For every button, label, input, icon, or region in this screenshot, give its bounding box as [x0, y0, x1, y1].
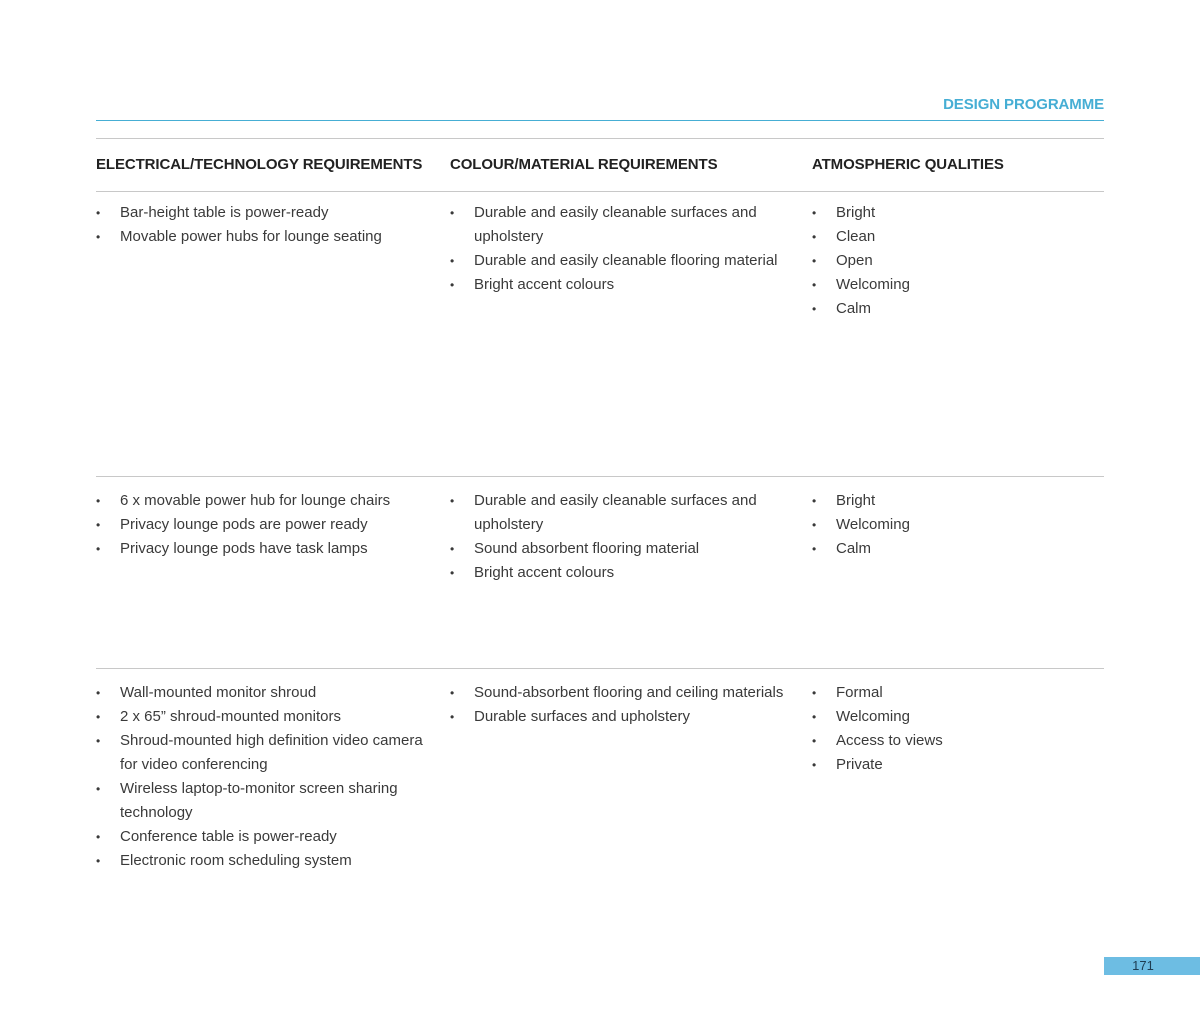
bullet-list [812, 489, 1104, 561]
section-title: DESIGN PROGRAMME [943, 96, 1104, 113]
row-2-atmosphere-cell [812, 489, 1104, 561]
bullet-icon: • [812, 278, 817, 292]
list-item-text: Privacy lounge pods have task lamps [120, 540, 368, 557]
bullet-icon: • [96, 518, 101, 532]
list-item-text: Privacy lounge pods are power ready [120, 516, 368, 533]
list-item-text: Bright accent colours [474, 276, 615, 293]
list-item-text: Movable power hubs for lounge seating [120, 228, 382, 245]
bullet-icon: • [96, 230, 101, 244]
row-3-colour-cell [450, 681, 790, 729]
bullet-icon: • [96, 542, 101, 556]
bullet-icon: • [812, 686, 817, 700]
list-item-text: Durable and easily cleanable surfaces and upholstery [474, 204, 757, 245]
list-item-text: Bar-height table is power-ready [120, 204, 329, 221]
bullet-icon: • [812, 230, 817, 244]
list-item [96, 777, 426, 825]
column-header-electrical: ELECTRICAL/TECHNOLOGY REQUIREMENTS [96, 156, 423, 173]
bullet-icon: • [450, 710, 455, 724]
list-item [96, 537, 436, 561]
bullet-list [96, 201, 436, 249]
list-item-text: Wall-mounted monitor shroud [120, 684, 317, 701]
bullet-list [450, 201, 790, 297]
list-item [812, 513, 1104, 537]
list-item-text: Bright [836, 492, 876, 509]
bullet-icon: • [450, 566, 455, 580]
list-item-text: Electronic room scheduling system [120, 852, 352, 869]
bullet-icon: • [812, 518, 817, 532]
bullet-icon: • [812, 758, 817, 772]
bullet-icon: • [812, 302, 817, 316]
list-item-text: Shroud-mounted high definition video camera for video conferencing [120, 732, 423, 773]
list-item [450, 561, 790, 585]
row-2-electrical-cell [96, 489, 436, 561]
list-item-text: Durable and easily cleanable surfaces and upholstery [474, 492, 757, 533]
list-item-text: Welcoming [836, 276, 910, 293]
list-item [812, 705, 1104, 729]
list-item-text: Sound-absorbent flooring and ceiling materials [474, 684, 784, 701]
list-item [450, 705, 790, 729]
list-item-text: Bright accent colours [474, 564, 615, 581]
bullet-icon: • [450, 494, 455, 508]
list-item [450, 537, 790, 561]
list-item-text: Durable and easily cleanable flooring material [474, 252, 778, 269]
list-item-text: 6 x movable power hub for lounge chairs [120, 492, 391, 509]
list-item [450, 681, 790, 705]
bullet-icon: • [450, 542, 455, 556]
list-item [812, 729, 1104, 753]
list-item-text: Welcoming [836, 708, 910, 725]
row-divider [96, 476, 1104, 477]
bullet-list [96, 489, 436, 561]
bullet-icon: • [812, 734, 817, 748]
list-item-text: Welcoming [836, 516, 910, 533]
list-item [96, 849, 426, 873]
row-3-electrical-cell [96, 681, 426, 873]
list-item-text: Clean [836, 228, 876, 245]
bullet-list [96, 681, 426, 873]
bullet-icon: • [812, 206, 817, 220]
bullet-icon: • [812, 542, 817, 556]
bullet-icon: • [450, 254, 455, 268]
list-item [96, 513, 436, 537]
column-header-colour: COLOUR/MATERIAL REQUIREMENTS [450, 156, 718, 173]
list-item-text: Wireless laptop-to-monitor screen sharing technology [120, 780, 398, 821]
row-1-atmosphere-cell [812, 201, 1104, 321]
list-item [812, 537, 1104, 561]
bullet-icon: • [450, 278, 455, 292]
list-item-text: Open [836, 252, 873, 269]
list-item [812, 249, 1104, 273]
list-item [812, 201, 1104, 225]
list-item-text: Durable surfaces and upholstery [474, 708, 690, 725]
list-item-text: Bright [836, 204, 876, 221]
bullet-icon: • [812, 494, 817, 508]
list-item-text: Private [836, 756, 883, 773]
bullet-icon: • [96, 686, 101, 700]
list-item [450, 249, 790, 273]
bullet-icon: • [96, 494, 101, 508]
list-item [812, 681, 1104, 705]
list-item [812, 273, 1104, 297]
header-rule [96, 120, 1104, 121]
header-bottom-rule [96, 191, 1104, 192]
list-item-text: Conference table is power-ready [120, 828, 337, 845]
bullet-list [450, 681, 790, 729]
table-top-rule [96, 138, 1104, 139]
row-1-electrical-cell [96, 201, 436, 249]
list-item [96, 489, 436, 513]
row-divider [96, 668, 1104, 669]
bullet-list [450, 489, 790, 585]
list-item [96, 225, 436, 249]
bullet-list [812, 681, 1104, 777]
list-item [812, 297, 1104, 321]
list-item [812, 489, 1104, 513]
row-3-atmosphere-cell [812, 681, 1104, 777]
list-item-text: Formal [836, 684, 883, 701]
row-1-colour-cell [450, 201, 790, 297]
row-2-colour-cell [450, 489, 790, 585]
page-number: 171 [1132, 958, 1154, 973]
bullet-icon: • [450, 686, 455, 700]
bullet-icon: • [812, 254, 817, 268]
list-item [96, 705, 426, 729]
list-item [450, 489, 790, 537]
bullet-icon: • [812, 710, 817, 724]
bullet-icon: • [96, 734, 101, 748]
bullet-list [812, 201, 1104, 321]
list-item [96, 201, 436, 225]
bullet-icon: • [96, 710, 101, 724]
column-header-atmosphere: ATMOSPHERIC QUALITIES [812, 156, 1004, 173]
list-item [96, 729, 426, 777]
list-item [96, 681, 426, 705]
list-item [450, 273, 790, 297]
list-item-text: Access to views [836, 732, 943, 749]
bullet-icon: • [96, 782, 101, 796]
list-item-text: Sound absorbent flooring material [474, 540, 700, 557]
list-item-text: 2 x 65” shroud-mounted monitors [120, 708, 341, 725]
bullet-icon: • [96, 854, 101, 868]
list-item-text: Calm [836, 300, 872, 317]
list-item [450, 201, 790, 249]
list-item [812, 225, 1104, 249]
list-item [96, 825, 426, 849]
list-item-text: Calm [836, 540, 872, 557]
list-item [812, 753, 1104, 777]
bullet-icon: • [96, 206, 101, 220]
bullet-icon: • [96, 830, 101, 844]
bullet-icon: • [450, 206, 455, 220]
